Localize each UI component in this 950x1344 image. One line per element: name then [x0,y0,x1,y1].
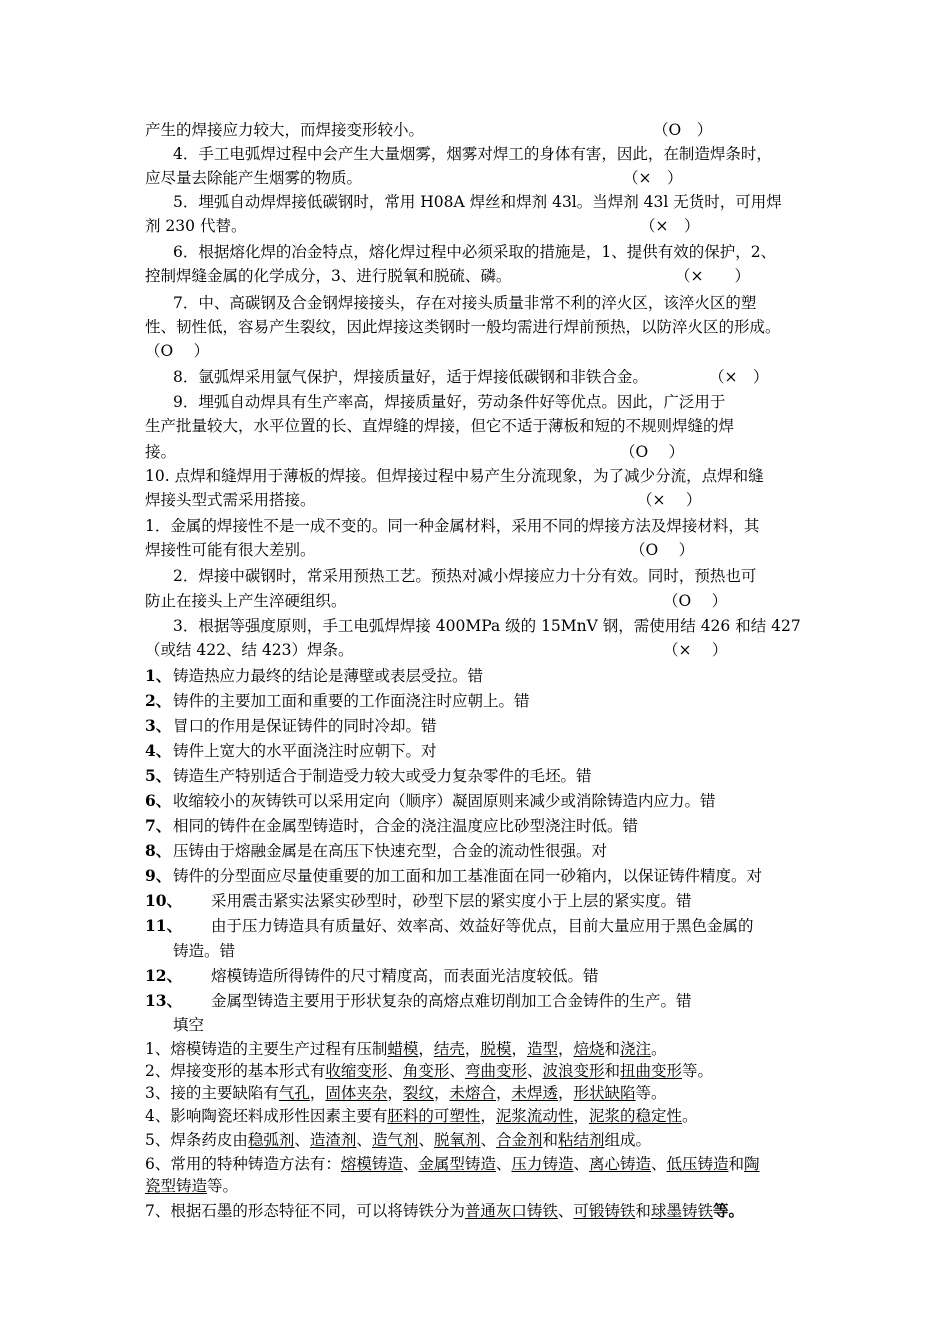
tf-line: 应尽量去除能产生烟雾的物质。 （× ） [145,166,815,190]
answer-blank: 未焊透 [511,1084,559,1102]
casting-item: 9、 铸件的分型面应尽量使重要的加工面和加工基准面在同一砂箱内，以保证铸件精度。对 [145,866,763,885]
fill-item: 5、焊条药皮由稳弧剂、造渣剂、造气剂、脱氧剂、合金剂和粘结剂组成。 [145,1131,652,1149]
answer-mark: （× ） [709,368,769,386]
answer-blank: 熔模铸造 [340,1155,403,1173]
tf-line: 8．氩弧焊采用氩气保护，焊接质量好，适于焊接低碳钢和非铁合金。 （× ） [173,365,815,389]
tf-line: 9．埋弧自动焊具有生产率高，焊接质量好，劳动条件好等优点。因此，广泛用于 [173,393,726,411]
answer-mark: （× ） [640,217,700,235]
answer-blank: 浇注 [620,1040,652,1058]
casting-item: 5、 铸造生产特别适合于制造受力较大或受力复杂零件的毛坯。错 [145,766,592,785]
fill-item: 4、影响陶瓷坯料成形性因素主要有胚料的可塑性，泥浆流动性，泥浆的稳定性。 [145,1107,698,1125]
casting-item-continuation: 铸造。错 [173,942,236,960]
answer-blank: 压力铸造 [511,1155,574,1173]
answer-blank: 泥浆流动性 [495,1107,574,1125]
fill-item: 3、接的主要缺陷有气孔，固体夹杂，裂纹，未熔合，未焊透，形状缺陷等。 [145,1084,667,1102]
casting-item: 2、 铸件的主要加工面和重要的工作面浇注时应朝上。错 [145,691,530,710]
answer-blank: 造渣剂 [309,1131,357,1149]
tf-line: 接。 （O ） [145,440,815,464]
answer-blank: 裂纹 [402,1084,434,1102]
answer-blank: 低压铸造 [666,1155,729,1173]
answer-blank: 脱氧剂 [433,1131,481,1149]
fill-item: 2、焊接变形的基本形式有收缩变形、角变形、弯曲变形、波浪变形和扭曲变形等。 [145,1062,714,1080]
answer-mark: （O ） [663,592,728,610]
casting-item: 6、 收缩较小的灰铸铁可以采用定向（顺序）凝固原则来减少或消除铸造内应力。错 [145,791,716,810]
answer-blank: 合金剂 [496,1131,543,1149]
answer-blank: 稳弧剂 [247,1131,295,1149]
answer-blank: 弯曲变形 [464,1062,527,1080]
casting-item: 3、 冒口的作用是保证铸件的同时冷却。错 [145,716,437,735]
answer-blank: 脱模 [480,1040,512,1058]
answer-mark: （O ） [630,541,695,559]
fill-item-continuation: 瓷型铸造等。 [145,1177,239,1195]
tf-line: （或结 422、结 423）焊条。 （× ） [145,638,815,662]
answer-blank: 焙烧 [573,1040,605,1058]
tf-line: （O ） [145,342,210,360]
answer-blank: 扭曲变形 [620,1062,683,1080]
casting-item: 1、 铸造热应力最终的结论是薄壁或表层受拉。错 [145,666,484,685]
answer-mark: （× ） [663,641,728,659]
casting-item: 12、 熔模铸造所得铸件的尺寸精度高，而表面光洁度较低。错 [145,966,599,985]
casting-item: 8、 压铸由于熔融金属是在高压下快速充型，合金的流动性很强。对 [145,841,608,860]
casting-item: 4、 铸件上宽大的水平面浇注时应朝下。对 [145,741,437,760]
answer-mark: （× ） [675,267,750,285]
answer-blank: 金属型铸造 [418,1155,496,1173]
tf-line: 1．金属的焊接性不是一成不变的。同一种金属材料，采用不同的焊接方法及焊接材料，其 [145,517,760,535]
tf-line: 4．手工电弧焊过程中会产生大量烟雾，烟雾对焊工的身体有害，因此，在制造焊条时， [173,145,772,163]
answer-blank: 蜡模 [387,1040,419,1058]
tf-line: 7．中、高碳钢及合金钢焊接接头，存在对接头质量非常不利的淬火区，该淬火区的塑 [173,294,757,312]
tf-line: 生产批量较大，水平位置的长、直焊缝的焊接，但它不适于薄板和短的不规则焊缝的焊 [145,417,735,435]
fill-item: 7、根据石墨的形态特征不同，可以将铸铁分为普通灰口铸铁、可锻铸铁和球墨铸铁等。 [145,1201,744,1220]
answer-blank: 离心铸造 [588,1155,651,1173]
answer-blank: 收缩变形 [325,1062,388,1080]
tf-line: 5．埋弧自动焊焊接低碳钢时，常用 H08A 焊丝和焊剂 43l。当焊剂 43l 无货时，可用焊 [173,193,782,211]
answer-blank: 粘结剂 [558,1131,605,1149]
tf-line: 6．根据熔化焊的冶金特点，熔化焊过程中必须采取的措施是，1、提供有效的保护，2、 [173,243,777,261]
tf-line: 焊接头型式需采用搭接。 （× ） [145,488,815,512]
tf-line: 10. 点焊和缝焊用于薄板的焊接。但焊接过程中易产生分流现象，为了减少分流，点焊和缝 [145,467,764,485]
fill-item: 6、常用的特种铸造方法有：熔模铸造、金属型铸造、压力铸造、离心铸造、低压铸造和陶 [145,1155,760,1173]
answer-blank: 气孔 [278,1084,310,1102]
casting-item: 10、 采用震击紧实法紧实砂型时，砂型下层的紧实度小于上层的紧实度。错 [145,891,692,910]
answer-blank: 瓷型铸造 [145,1177,208,1195]
answer-blank: 角变形 [402,1062,450,1080]
answer-mark: （O ） [653,121,713,139]
casting-item: 13、 金属型铸造主要用于形状复杂的高熔点难切削加工合金铸件的生产。错 [145,991,692,1010]
fill-item: 1、熔模铸造的主要生产过程有压制蜡模，结壳，脱模，造型，焙烧和浇注。 [145,1040,667,1058]
answer-blank: 固体夹杂 [325,1084,388,1102]
fill-section-title: 填空 [173,1016,205,1034]
tf-line: 产生的焊接应力较大，而焊接变形较小。 （O ） [145,118,815,142]
answer-blank: 普通灰口铸铁 [464,1202,558,1220]
answer-blank: 泥浆的稳定性 [588,1107,682,1125]
answer-blank: 结壳 [433,1040,465,1058]
tf-line: 剂 230 代替。 （× ） [145,214,815,238]
tf-line: 3．根据等强度原则，手工电弧焊焊接 400MPa 级的 15MnV 钢，需使用结 426 和结 427 [173,617,801,635]
answer-mark: （× ） [637,491,702,509]
tf-line: 防止在接头上产生淬硬组织。 （O ） [145,589,815,613]
answer-blank: 球墨铸铁 [650,1202,713,1220]
answer-mark: （O ） [620,443,685,461]
casting-item: 11、 由于压力铸造具有质量好、效率高、效益好等优点，目前大量应用于黑色金属的 [145,916,754,935]
answer-blank: 胚料的可塑性 [387,1107,481,1125]
answer-blank: 造型 [526,1040,558,1058]
tf-line: 2．焊接中碳钢时，常采用预热工艺。预热对减小焊接应力十分有效。同时，预热也可 [173,567,757,585]
answer-blank: 未熔合 [449,1084,496,1102]
answer-blank: 形状缺陷 [573,1084,636,1102]
answer-blank: 波浪变形 [542,1062,605,1080]
answer-blank: 造气剂 [371,1131,419,1149]
tf-line: 焊接性可能有很大差别。 （O ） [145,538,815,562]
answer-mark: （× ） [623,169,683,187]
casting-item: 7、 相同的铸件在金属型铸造时，合金的浇注温度应比砂型浇注时低。错 [145,816,639,835]
tf-line: 性、韧性低，容易产生裂纹，因此焊接这类钢时一般均需进行焊前预热，以防淬火区的形成。 [145,318,781,336]
answer-blank: 陶 [744,1155,760,1173]
answer-blank: 可锻铸铁 [573,1202,636,1220]
tf-line: 控制焊缝金属的化学成分，3、进行脱氧和脱硫、磷。 （× ） [145,264,815,288]
